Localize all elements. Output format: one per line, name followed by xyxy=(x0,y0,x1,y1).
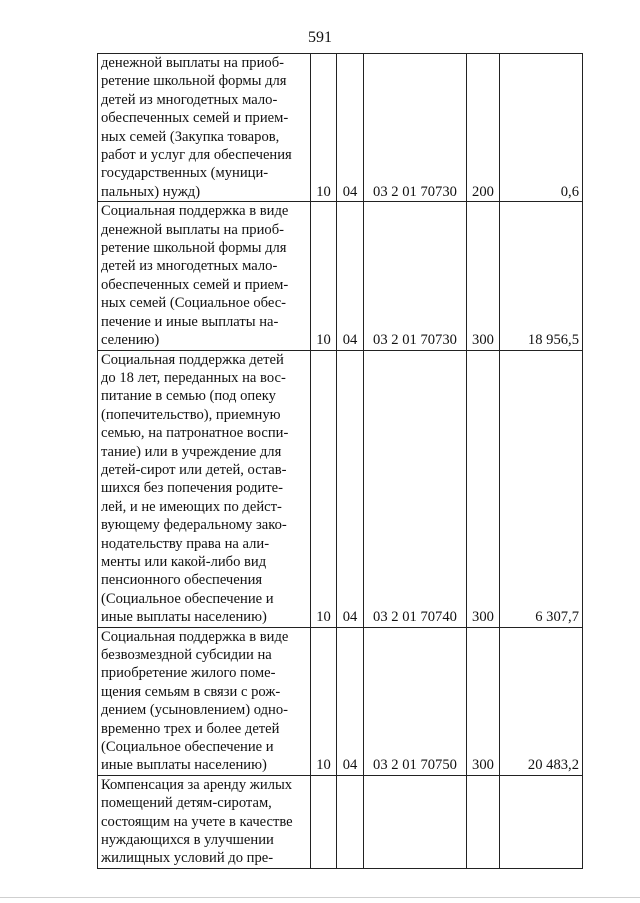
description-line: денежной выплаты на приоб- xyxy=(101,55,284,71)
description-line: нуждающихся в улучшении xyxy=(101,832,274,849)
description-line: пенсионного обеспечения xyxy=(101,572,263,589)
description-line: семью, на патронатное воспи- xyxy=(101,425,289,442)
target-article-code: 03 2 01 70730 xyxy=(364,202,467,350)
description-line: иные выплаты населению) xyxy=(101,757,267,774)
section-code xyxy=(311,775,337,868)
table-row xyxy=(98,350,583,627)
description-line: Социальная поддержка детей xyxy=(101,351,284,368)
description-line: обеспеченных семей и прием- xyxy=(101,110,289,127)
table-row xyxy=(98,775,583,868)
description-line: помещений детям-сиротам, xyxy=(101,795,272,812)
section-code: 10 xyxy=(311,54,337,202)
page-number: 591 xyxy=(308,29,332,46)
description-line: Компенсация за аренду жилых xyxy=(101,776,293,793)
description-line: (попечительство), приемную xyxy=(101,406,281,423)
amount-value: 6 307,7 xyxy=(500,350,583,627)
target-article-code xyxy=(364,775,467,868)
description-line: детей из многодетных мало- xyxy=(101,258,278,275)
subsection-code xyxy=(337,775,364,868)
description-line: печение и иные выплаты на- xyxy=(101,313,279,330)
description-line: жилищных условий до пре- xyxy=(101,850,274,867)
row-description xyxy=(98,775,311,868)
section-code: 10 xyxy=(311,627,337,775)
table-row xyxy=(98,54,583,202)
description-line: ретение школьной формы для xyxy=(101,73,287,90)
description-line: иные выплаты населению) xyxy=(101,609,267,626)
description-line: питание в семью (под опеку xyxy=(101,388,276,405)
amount-value: 18 956,5 xyxy=(500,202,583,350)
description-line: дением (усыновлением) одно- xyxy=(101,702,288,719)
target-article-code: 03 2 01 70750 xyxy=(364,627,467,775)
description-line: до 18 лет, переданных на вос- xyxy=(101,369,286,386)
description-line: Социальная поддержка в виде xyxy=(101,628,289,645)
description-line: состоящим на учете в качестве xyxy=(101,813,293,830)
target-article-code: 03 2 01 70730 xyxy=(364,54,467,202)
description-line: безвозмездной субсидии на xyxy=(101,647,272,663)
description-line: детей-сирот или детей, остав- xyxy=(101,461,287,478)
table-row xyxy=(98,627,583,775)
description-line: нодательству права на али- xyxy=(101,535,270,552)
subsection-code: 04 xyxy=(337,202,364,350)
budget-table-body xyxy=(98,54,583,869)
row-description xyxy=(98,54,311,202)
expense-type-code: 300 xyxy=(467,350,500,627)
section-code: 10 xyxy=(311,350,337,627)
expense-type-code: 300 xyxy=(467,627,500,775)
amount-value: 20 483,2 xyxy=(500,627,583,775)
description-line: селению) xyxy=(101,332,160,349)
row-description xyxy=(98,350,311,627)
target-article-code: 03 2 01 70740 xyxy=(364,350,467,627)
description-line: обеспеченных семей и прием- xyxy=(101,276,289,293)
description-line: временно трех и более детей xyxy=(101,720,280,737)
subsection-code: 04 xyxy=(337,54,364,202)
description-line: (Социальное обеспечение и xyxy=(101,590,274,607)
description-line: лей, и не имеющих по дейст- xyxy=(101,498,282,515)
description-line: Социальная поддержка в виде xyxy=(101,203,289,220)
description-line: пальных) нужд) xyxy=(101,183,201,200)
description-line: щения семьям в связи с рож- xyxy=(101,683,281,700)
description-line: работ и услуг для обеспечения xyxy=(101,147,292,164)
description-line: (Социальное обеспечение и xyxy=(101,739,274,756)
row-description xyxy=(98,202,311,350)
expense-type-code: 300 xyxy=(467,202,500,350)
amount-value xyxy=(500,775,583,868)
description-line: ных семей (Закупка товаров, xyxy=(101,128,280,145)
budget-table xyxy=(97,53,583,869)
description-line: государственных (муници- xyxy=(101,165,269,182)
description-line: вующему федеральному зако- xyxy=(101,517,287,534)
description-line: менты или какой-либо вид xyxy=(101,553,267,570)
subsection-code: 04 xyxy=(337,350,364,627)
table-row xyxy=(98,202,583,350)
description-line: детей из многодетных мало- xyxy=(101,91,278,108)
expense-type-code xyxy=(467,775,500,868)
expense-type-code: 200 xyxy=(467,54,500,202)
amount-value: 0,6 xyxy=(500,54,583,202)
description-line: шихся без попечения родите- xyxy=(101,480,284,497)
description-line: тание) или в учреждение для xyxy=(101,443,282,460)
page-bottom-divider xyxy=(0,897,640,898)
section-code: 10 xyxy=(311,202,337,350)
subsection-code: 04 xyxy=(337,627,364,775)
description-line: денежной выплаты на приоб- xyxy=(101,221,284,238)
description-line: ретение школьной формы для xyxy=(101,240,287,257)
description-line: приобретение жилого поме- xyxy=(101,665,276,682)
row-description xyxy=(98,627,311,775)
description-line: ных семей (Социальное обес- xyxy=(101,295,287,312)
